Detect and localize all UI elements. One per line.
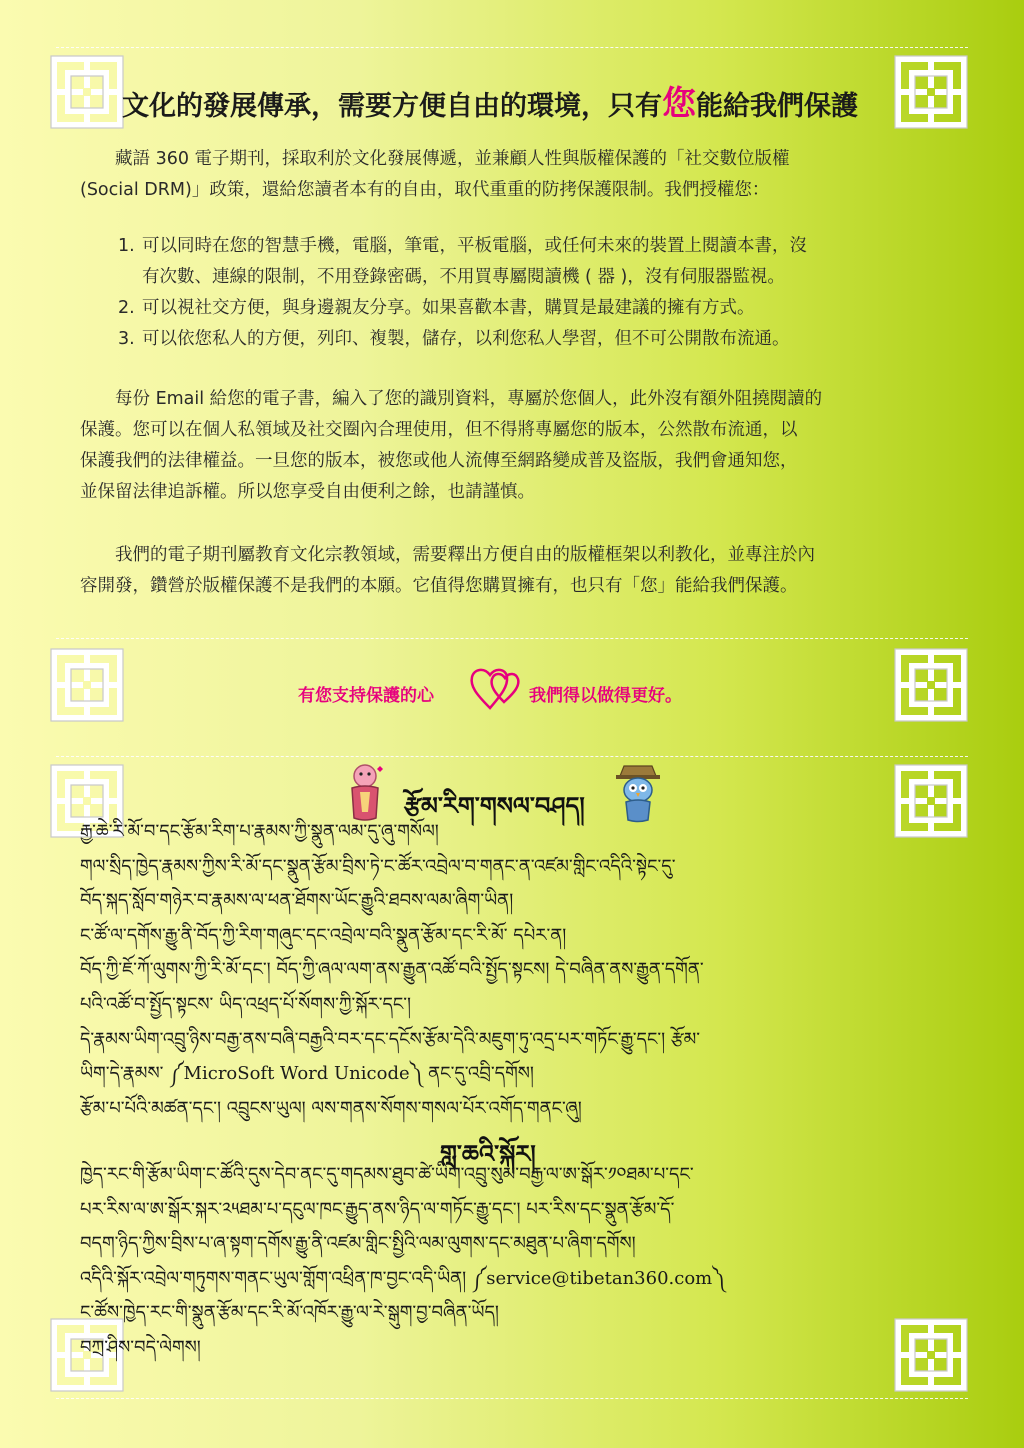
tibetan-body-1: རྒྱ་ཆེ་རི་མོ་བ་དང་རྩོམ་རིག་པ་རྣམས་ཀྱི་སྣུན་ལམ་དུ་ཞུ་གསོལ། གལ་སྲིད་ཁྱེད་རྣམས་ཀྱིས་རི་མོ་དང་སྣུན་རྩོམ་བྲིས་ཏེ་ང་ཚོར་འབྲེལ་བ་གནང་ན་འཛམ་གླིང་འདིའི་སྟེང་དུ་ བོད་སྐད་སློབ་གཉེར་བ་རྣམས་ལ་ཕན་ཐོགས་ཡོང་རྒྱུའི་ཐབས་ལམ་ཞིག་ཡིན། ང་ཚོ་ལ་དགོས་རྒྱུ་ནི་བོད་ཀྱི་རིག་གཞུང་དང་འབྲེལ་བའི་སྣུན་རྩོམ་དང་རི་མོ་ དཔེར་ན། བོད་ཀྱི་ཇོ་ཀོ་ལུགས་ཀྱི་རི་མོ་དང་། བོད་ཀྱི་ཞལ་ལག་ནས་རྒྱུན་འཚོ་བའི་སྤྱོད་སྟངས། དེ་བཞིན་ནས་རྒྱུན་དགོན་ པའི་འཚོ་བ་སྤྱོད་སྟངས་ ཡིད་འཕྲད་པོ་སོགས་ཀྱི་སྐོར་དང་། དེ་རྣམས་ཡིག་འབྲུ་ཉིས་བརྒྱ་ནས་བཞི་བརྒྱའི་བར་དང་དངོས་རྩོམ་དེའི་མཇུག་ཏུ་འདྲ་པར་གཏོང་རྒྱུ་དང་། རྩོམ་ ཡིག་དེ་རྣམས་ ༼MicroSoft Word Unicode༽ ནང་དུ་འབྲི་དགོས། རྩོམ་པ་པོའི་མཚན་དང་། འབྲུངས་ཡུལ། ལས་གནས་སོགས་གསལ་པོར་འགོད་གནང་ཞུ།	[80, 821, 704, 1119]
middle-border-line-2	[56, 756, 968, 757]
tibetan-subtitle: གླ་ཆའི་སྐོར།	[440, 1139, 536, 1168]
tibetan-title: རྩོམ་རིག་གསལ་བཤད།	[404, 791, 585, 820]
rights-list	[118, 231, 938, 355]
top-border-line	[56, 47, 968, 48]
knot-corner-icon	[894, 55, 970, 131]
intro-paragraph	[80, 144, 940, 206]
education-paragraph: 我們的電子期刊屬教育文化宗教領域，需要釋出方便自由的版權框架以利教化，並專注於內 容開發，鑽營於版權保護不是我們的本願。它值得您購買擁有，也只有「您」能給我們保護。	[80, 545, 815, 596]
support-slogan	[298, 681, 682, 706]
bottom-border-line	[56, 1398, 968, 1399]
heart-outline-icon	[468, 664, 526, 712]
title-emphasis: 您	[662, 84, 696, 124]
knot-corner-icon	[50, 648, 126, 724]
support-left: 有您支持保護的心	[298, 686, 434, 706]
list-item: 1. 可以同時在您的智慧手機，電腦，筆電，平板電腦，或任何未來的裝置上閱讀本書，沒 有次數、連線的限制，不用登錄密碼，不用買專屬閱讀機 ( 器 )，沒有伺服器監視。	[118, 236, 807, 287]
list-item: 2. 可以視社交方便，與身邊親友分享。如果喜歡本書，購買是最建議的擁有方式。	[118, 298, 755, 318]
cartoon-figure-left-icon	[340, 762, 390, 822]
email-paragraph: 每份 Email 給您的電子書，編入了您的識別資料，專屬於您個人，此外沒有額外阻撓閱讀的 保護。您可以在個人私領域及社交圈內合理使用，但不得將專屬您的版本，公然散布流通，以 保護我們的法律權益。一旦您的版本，被您或他人流傳至網路變成普及盜版，我們會通知您， 並保留法律追訴權。所以您享受自由便利之餘，也請謹慎。	[80, 389, 823, 502]
page-title: 文化的發展傳承，需要方便自由的環境，只有您能給我們保護	[122, 84, 858, 124]
knot-corner-icon	[894, 648, 970, 724]
intro-line: (Social DRM)」政策，還給您讀者本有的自由，取代重重的防拷保護限制。我們授權您：	[80, 180, 770, 200]
tibetan-body-2: ཁྱེད་རང་གི་རྩོམ་ཡིག་ང་ཚོའི་དུས་དེབ་ནང་དུ་གདམས་ཐུབ་ཚེ་ཡིག་འབྲུ་སུམ་བརྒྱ་ལ་ཨ་སྒོར་༡༠ཐམ་པ་དང་ པར་རིས་ལ་ཨ་སྒོར་སྐར་༢༥ཐམ་པ་དངུལ་ཁང་རྒྱུད་ནས་ཉིད་ལ་གཏོང་རྒྱུ་དང་། པར་རིས་དང་སྣུན་རྩོམ་དོ་ བདག་ཉིད་ཀྱིས་བྲིས་པ་ཞ་སྟག་དགོས་རྒྱུ་ནི་འཛམ་གླིང་སྤྱིའི་ལམ་ལུགས་དང་མཐུན་པ་ཞིག་དགོས། འདིའི་སྐོར་འབྲེལ་གཏུགས་གནང་ཡུལ་གློག་འཕྲིན་ཁ་བྱང་འདི་ཡིན། ༼service@tibetan360.com༽ ང་ཚོས་ཁྱེད་རང་གི་སྣུན་རྩོམ་དང་རི་མོ་འཁོར་རྒྱུ་ལ་རེ་སྒུག་བྱ་བཞིན་ཡོད། བཀྲ་ཤིས་བདེ་ལེགས།	[80, 1164, 726, 1358]
intro-line: 藏語 360 電子期刊，採取利於文化發展傳遞，並兼顧人性與版權保護的「社交數位版權	[115, 149, 790, 169]
list-item: 3. 可以依您私人的方便，列印、複製，儲存，以利您私人學習，但不可公開散布流通。	[118, 329, 790, 349]
support-right: 我們得以做得更好。	[529, 686, 682, 706]
middle-border-line-1	[56, 638, 968, 639]
knot-corner-icon	[50, 55, 126, 131]
